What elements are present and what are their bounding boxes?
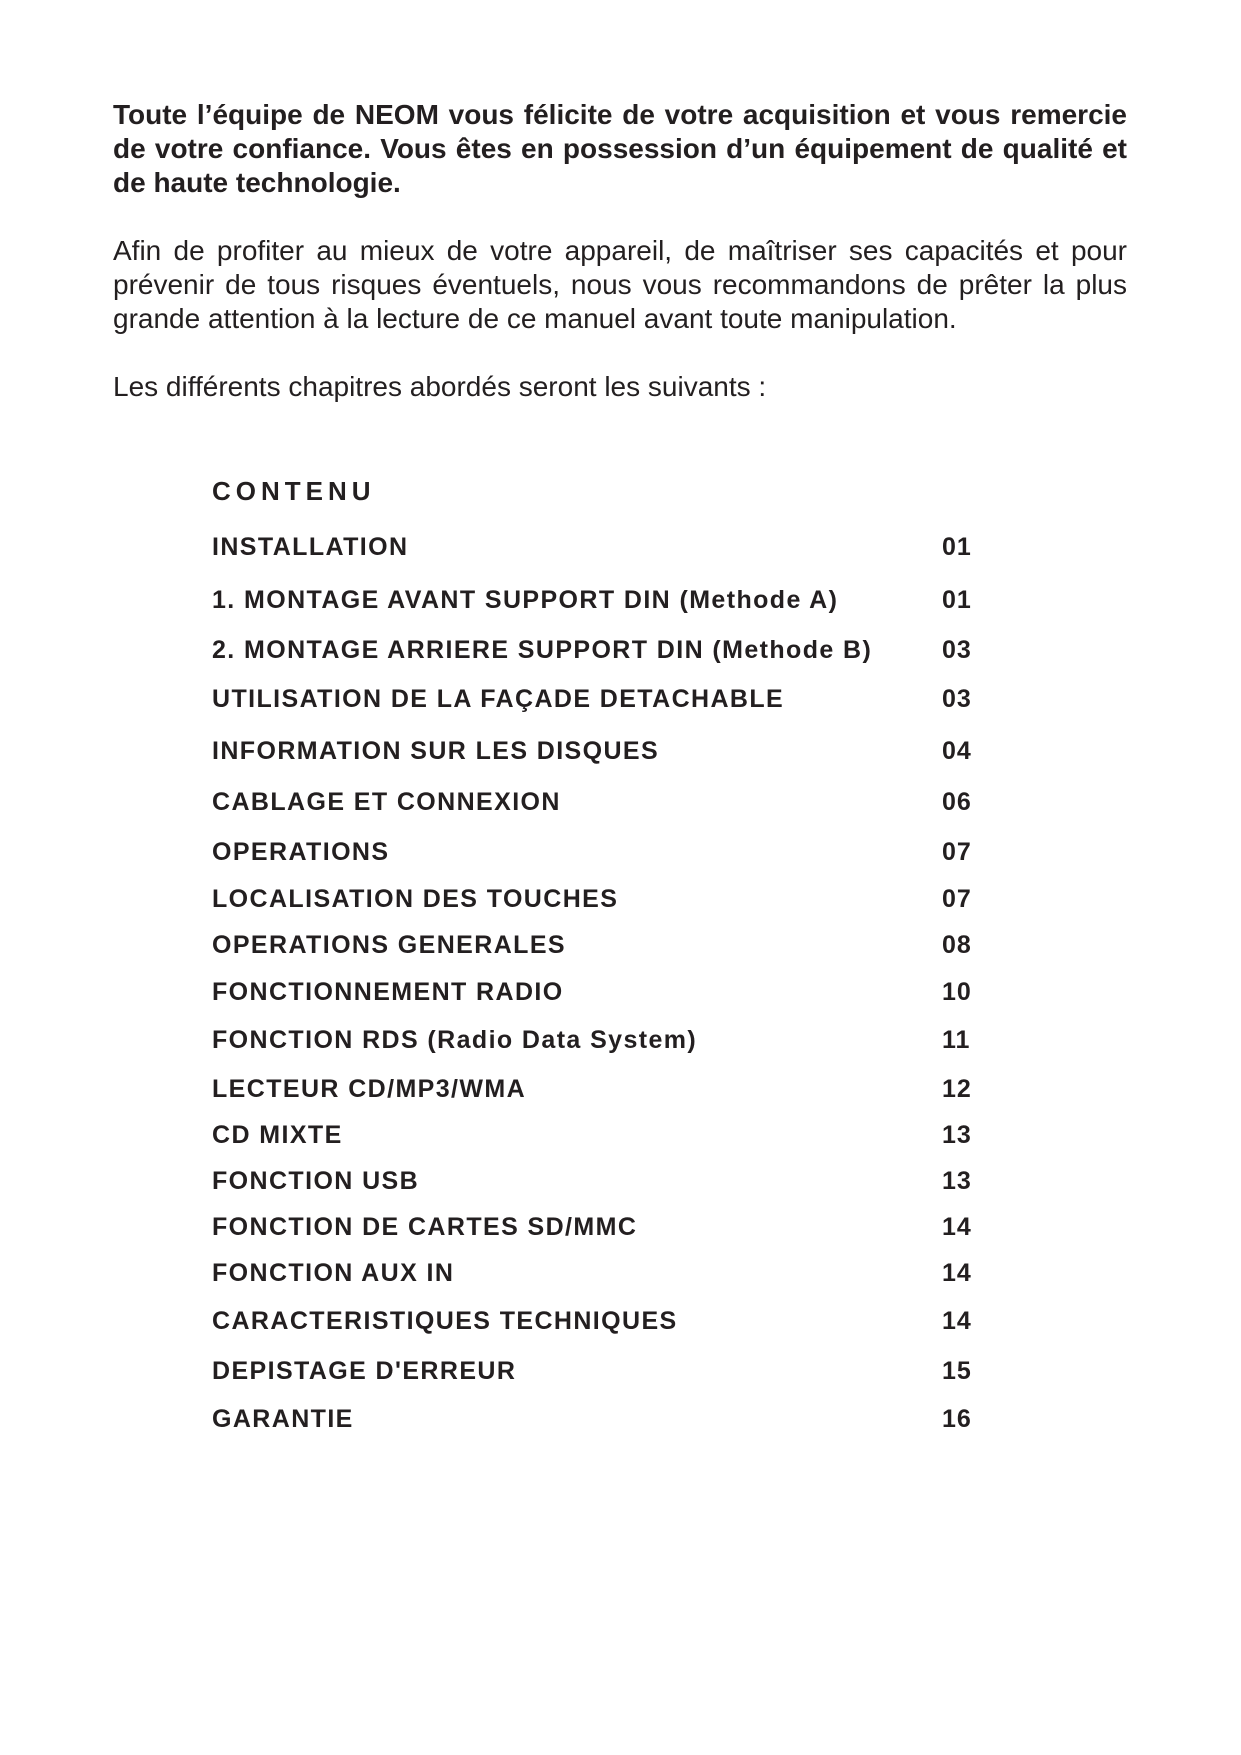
toc-entry-page: 14 xyxy=(942,1259,972,1287)
toc-entry-page: 03 xyxy=(942,636,972,664)
toc-title: CONTENU xyxy=(212,476,376,506)
toc-entry-page: 10 xyxy=(942,978,972,1006)
toc-entry xyxy=(212,530,972,564)
toc-entry xyxy=(212,1072,972,1106)
intro-paragraph-recommendation: Afin de profiter au mieux de votre appareil, de maîtriser ses capacités et pour prévenir de tous risques éventuels, nous vous recommandons de prêter la plus grande attention à la lecture de ce manuel avant toute manipulation. xyxy=(113,235,1127,334)
toc-entry-page: 01 xyxy=(942,586,972,614)
toc-entry-page: 13 xyxy=(942,1121,972,1149)
toc-entry xyxy=(212,633,972,667)
toc-entry-label: DEPISTAGE D'ERREUR xyxy=(212,1357,517,1385)
intro-paragraph-chapters: Les différents chapitres abordés seront les suivants : xyxy=(113,371,767,402)
toc-entry-label: OPERATIONS GENERALES xyxy=(212,931,566,959)
toc-entry xyxy=(212,785,972,819)
toc-entry xyxy=(212,1118,972,1152)
toc-entry-page: 14 xyxy=(942,1307,972,1335)
toc-entry-label: LOCALISATION DES TOUCHES xyxy=(212,885,619,913)
toc-entry-label: OPERATIONS xyxy=(212,838,390,866)
toc-entry-label: FONCTIONNEMENT RADIO xyxy=(212,978,564,1006)
toc-entry-label: INFORMATION SUR LES DISQUES xyxy=(212,737,660,765)
toc-entry-page: 14 xyxy=(942,1213,972,1241)
toc-entry-page: 01 xyxy=(942,533,972,561)
toc-entry-label: 2. MONTAGE ARRIERE SUPPORT DIN (Methode B) xyxy=(212,636,873,664)
toc-entry xyxy=(212,682,972,716)
toc-entry-label: UTILISATION DE LA FAÇADE DETACHABLE xyxy=(212,685,785,713)
toc-entry-page: 12 xyxy=(942,1075,972,1103)
toc-entry-page: 15 xyxy=(942,1357,972,1385)
intro-paragraph-bold: Toute l’équipe de NEOM vous félicite de votre acquisition et vous remercie de votre confiance. Vous êtes en possession d’un équipement de qualité et de haute technologie. xyxy=(113,99,1127,198)
toc-entry-label: CD MIXTE xyxy=(212,1121,343,1149)
toc-entry-label: CABLAGE ET CONNEXION xyxy=(212,788,561,816)
toc-entry-page: 13 xyxy=(942,1167,972,1195)
toc-entry xyxy=(212,1256,972,1290)
toc-entry xyxy=(212,1304,972,1338)
toc-entry-page: 11 xyxy=(942,1026,971,1054)
toc-entry-label: LECTEUR CD/MP3/WMA xyxy=(212,1075,527,1103)
toc-entry xyxy=(212,928,972,962)
toc-entry-label: CARACTERISTIQUES TECHNIQUES xyxy=(212,1307,678,1335)
toc-entry xyxy=(212,975,972,1009)
toc-entry-page: 16 xyxy=(942,1405,972,1433)
toc-entry-page: 06 xyxy=(942,788,972,816)
toc-entry xyxy=(212,835,972,869)
toc-entry-label: 1. MONTAGE AVANT SUPPORT DIN (Methode A) xyxy=(212,586,839,614)
toc-entry-label: INSTALLATION xyxy=(212,533,409,561)
toc-entry-page: 04 xyxy=(942,737,972,765)
toc-entry-label: GARANTIE xyxy=(212,1405,354,1433)
toc-entry-label: FONCTION USB xyxy=(212,1167,420,1195)
toc-entry-page: 07 xyxy=(942,838,972,866)
toc-entry xyxy=(212,882,972,916)
toc-entry xyxy=(212,1164,972,1198)
toc-entry xyxy=(212,734,972,768)
toc-entry-page: 07 xyxy=(942,885,972,913)
toc-entry xyxy=(212,1354,972,1388)
toc-entry-page: 08 xyxy=(942,931,972,959)
toc-entry-label: FONCTION DE CARTES SD/MMC xyxy=(212,1213,638,1241)
toc-entry xyxy=(212,1023,972,1057)
toc-entry-page: 03 xyxy=(942,685,972,713)
toc-entry xyxy=(212,583,972,617)
toc-entry-label: FONCTION AUX IN xyxy=(212,1259,455,1287)
toc-entry-label: FONCTION RDS (Radio Data System) xyxy=(212,1026,698,1054)
toc-entry xyxy=(212,1210,972,1244)
toc-entry xyxy=(212,1402,972,1436)
